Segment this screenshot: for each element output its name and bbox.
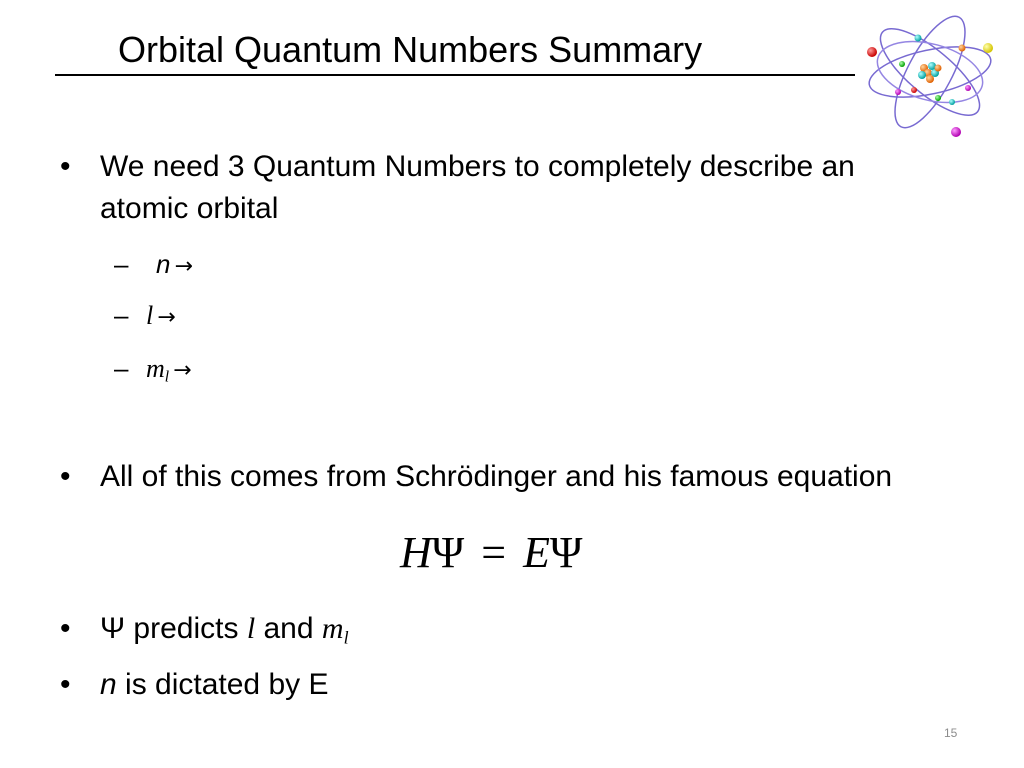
eq-e: E [523,528,550,577]
right-arrow-icon: → [173,358,192,383]
eq-psi-right: Ψ [549,528,583,577]
bullet-marker: • [60,668,71,701]
bullet-quantum-numbers: We need 3 Quantum Numbers to completely describe an atomic orbital [100,150,855,225]
atom-icon [862,6,998,138]
bullet-marker: • [60,150,71,183]
var-n: n [156,249,171,279]
sub-dash: – [114,300,129,330]
and-text: and [263,612,314,645]
schrodinger-equation [400,528,582,578]
var-m: m [321,612,344,645]
right-arrow-icon: → [174,254,193,279]
sub-dash: – [114,249,129,279]
var-l: l [146,301,154,330]
eq-h: H [400,528,432,577]
bullet-marker: • [60,612,71,645]
var-l: l [246,612,256,645]
var-m-subscript: l [164,368,170,386]
bullet-marker: • [60,460,71,493]
var-m-subscript: l [343,627,349,648]
psi-symbol: Ψ [100,612,126,645]
bullet-n-dictated [100,664,940,706]
eq-psi-left: Ψ [431,528,465,577]
predicts-text: predicts [133,612,239,645]
bullet-psi-predicts [100,608,940,658]
sub-dash: – [114,353,129,383]
slide-number: 15 [944,726,958,740]
eq-equals: = [481,528,507,577]
slide-title: Orbital Quantum Numbers Summary [118,29,703,70]
right-arrow-icon: → [157,305,176,330]
var-m: m [146,354,165,383]
var-n: n [100,668,117,701]
dictated-text: is dictated by E [125,668,329,701]
bullet-schrodinger: All of this comes from Schrödinger and his famous equation [100,460,893,493]
title-underline [55,74,855,76]
